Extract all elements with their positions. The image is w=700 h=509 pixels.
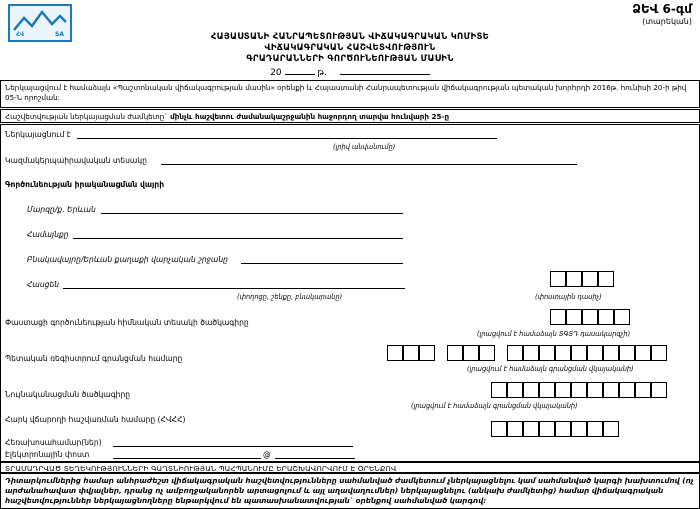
settlement-input[interactable]	[241, 263, 403, 264]
email-label: Էլեկտրոնային փոստ	[5, 450, 90, 459]
community-label: Համայնքը	[27, 230, 69, 239]
title-committee: ՀԱՅԱՍՏԱՆԻ ՀԱՆՐԱՊԵՏՈՒԹՅԱՆ ՎԻՃԱԿԱԳՐԱԿԱՆ ԿՈՄԻՏԵ	[210, 32, 490, 42]
form-body	[0, 124, 700, 462]
location-box-7[interactable]	[587, 382, 603, 398]
location-heading: Գործունեության իրականացման վայրի	[5, 180, 165, 189]
submitter-hint: (լրիվ անվանումը)	[333, 143, 396, 151]
activity-box-4[interactable]	[598, 309, 614, 325]
activity-code-label: Փաստացի գործունեության հիմնական տեսակի ծածկագիրը	[5, 318, 249, 327]
email-domain-input[interactable]	[275, 458, 355, 459]
phone-label: Հեռախոսահամար(ներ)	[5, 438, 102, 447]
community-input[interactable]	[73, 238, 403, 239]
registry-box-10[interactable]	[555, 345, 571, 361]
deadline-value: մինչև հաշվետու ժամանակաշրջանին հաջորդող տարվա հունվարի 25-ը	[170, 112, 450, 121]
tax-box-8[interactable]	[603, 421, 619, 437]
org-type-input[interactable]	[161, 164, 577, 165]
deadline-row	[0, 109, 700, 123]
location-box-2[interactable]	[507, 382, 523, 398]
registry-box-13[interactable]	[603, 345, 619, 361]
phone-input[interactable]	[113, 446, 353, 447]
location-box-4[interactable]	[539, 382, 555, 398]
registry-box-7[interactable]	[507, 345, 523, 361]
tax-box-2[interactable]	[507, 421, 523, 437]
tax-box-6[interactable]	[571, 421, 587, 437]
tax-box-1[interactable]	[491, 421, 507, 437]
registry-box-6[interactable]	[479, 345, 495, 361]
title-report: ՎԻՃԱԿԱԳՐԱԿԱՆ ՀԱՇՎԵՏՎՈՒԹՅՈՒՆ	[264, 43, 436, 53]
location-box-10[interactable]	[635, 382, 651, 398]
registry-box-9[interactable]	[539, 345, 555, 361]
registry-box-12[interactable]	[587, 345, 603, 361]
registry-box-2[interactable]	[403, 345, 419, 361]
activity-box-1[interactable]	[550, 309, 566, 325]
email-at: @	[263, 450, 271, 459]
address-label: Հասցեն	[27, 280, 60, 289]
registry-box-8[interactable]	[523, 345, 539, 361]
registry-label: Պետական ռեգիստրում գրանցման համարը	[5, 354, 183, 363]
logo-left-text: ՀՎ	[16, 31, 25, 38]
location-box-8[interactable]	[603, 382, 619, 398]
tax-number-label: Հարկ վճարողի հաշվառման համարը (ՀՎՀՀ)	[5, 415, 186, 424]
org-type-label: Կազմակերպաիրավական տեսակը	[5, 156, 147, 165]
registry-box-3[interactable]	[419, 345, 435, 361]
submitter-label: Ներկայացնում է	[5, 130, 71, 139]
activity-box-3[interactable]	[582, 309, 598, 325]
settlement-label: Բնակավայրը/Երևան քաղաքի վարչական շրջանը	[27, 255, 228, 264]
location-box-11[interactable]	[651, 382, 667, 398]
date-suffix: թ.	[317, 68, 327, 78]
postal-hint: (փոստային դասիչ)	[535, 293, 602, 301]
tax-box-3[interactable]	[523, 421, 539, 437]
activity-box-5[interactable]	[614, 309, 630, 325]
location-box-3[interactable]	[523, 382, 539, 398]
form-code: ՁԵՎ 6-գմ	[632, 2, 692, 16]
date-year-blank[interactable]	[285, 67, 315, 75]
registry-box-4[interactable]	[447, 345, 463, 361]
postal-box-4[interactable]	[598, 271, 614, 287]
region-label: Մարզը/ք. Երևան	[27, 205, 96, 214]
address-input[interactable]	[63, 288, 405, 289]
location-code-hint: (լրացվում է համաձայն գրանցման վկայականի)	[411, 402, 578, 410]
location-box-6[interactable]	[571, 382, 587, 398]
region-input[interactable]	[101, 213, 403, 214]
activity-box-2[interactable]	[566, 309, 582, 325]
registry-box-14[interactable]	[619, 345, 635, 361]
registry-box-5[interactable]	[463, 345, 479, 361]
intro-text: Ներկայացվում է համաձայն «Պաշտոնական վիճակագրության մասին» օրենքի և Հայաստանի Հանրապետության վիճակագրության պետական խորհրդի 2016թ. հունիսի 20-ի թիվ 05-Ն որոշման:	[0, 80, 700, 108]
location-box-9[interactable]	[619, 382, 635, 398]
confidentiality-bar: ՏՐԱՄԱԴՐՎԱԾ ՏԵՂԵԿՈՒԹՅՈՒՆՆԵՐԻ ԳԱՂՏՆԻՈՒԹՅԱՆ ՊԱՀՊԱՆՈՒՄԸ ԵՐԱՇԽԱՎՈՐՎՈՒՄ Է ՕՐԵՆՔՈՎ	[0, 462, 700, 473]
email-user-input[interactable]	[113, 458, 261, 459]
activity-hint: (լրացվում է համաձայն ՏԳՏԴ դասակարգչի)	[477, 330, 631, 338]
date-line	[0, 67, 700, 78]
date-year: 20	[270, 68, 282, 78]
postal-box-3[interactable]	[582, 271, 598, 287]
registry-box-1[interactable]	[387, 345, 403, 361]
postal-box-1[interactable]	[550, 271, 566, 287]
registry-box-16[interactable]	[651, 345, 667, 361]
date-blank[interactable]	[340, 67, 430, 75]
submitter-input[interactable]	[77, 138, 497, 139]
deadline-label: Հաշվետվության ներկայացման ժամկետը`	[5, 112, 168, 121]
location-box-5[interactable]	[555, 382, 571, 398]
title-subject: ԳՐԱԴԱՐԱՆՆԵՐԻ ԳՈՐԾՈՒՆԵՈՒԹՅԱՆ ՄԱՍԻՆ	[246, 54, 454, 64]
tax-box-4[interactable]	[539, 421, 555, 437]
penalty-notice: Դիտարկումներից համար անհրաժեշտ վիճակագրական հաշվետվությունները սահմանված ժամկետում չներկայացնելու կամ սահմանված կարգի խախտումով (ոչ արժանահավատ փվյալներ, դրանց ոչ ամբողջականորեն արտացոլում և այլ աղավաղումներ) ներկայացնելու (անկախ ժամկետից) համար վիճակագրական հաշվետվություններ ներկայացնողները ենթարկվում են պատասխանատվության` օրենքով սահմանված կարգով:	[0, 473, 700, 509]
location-box-1[interactable]	[491, 382, 507, 398]
registry-hint: (լրացվում է համաձայն գրանցման վկայականի)	[467, 365, 634, 373]
postal-box-2[interactable]	[566, 271, 582, 287]
tax-box-7[interactable]	[587, 421, 603, 437]
address-hint: (փողոցը, շենքը, բնակարանը)	[237, 293, 343, 301]
registry-box-11[interactable]	[571, 345, 587, 361]
location-code-label: Նույնականացման ծածկագիրը	[5, 390, 131, 399]
tax-box-5[interactable]	[555, 421, 571, 437]
registry-box-15[interactable]	[635, 345, 651, 361]
logo-right-text: SA	[55, 31, 64, 38]
form-period: (տարեկան)	[642, 17, 692, 26]
